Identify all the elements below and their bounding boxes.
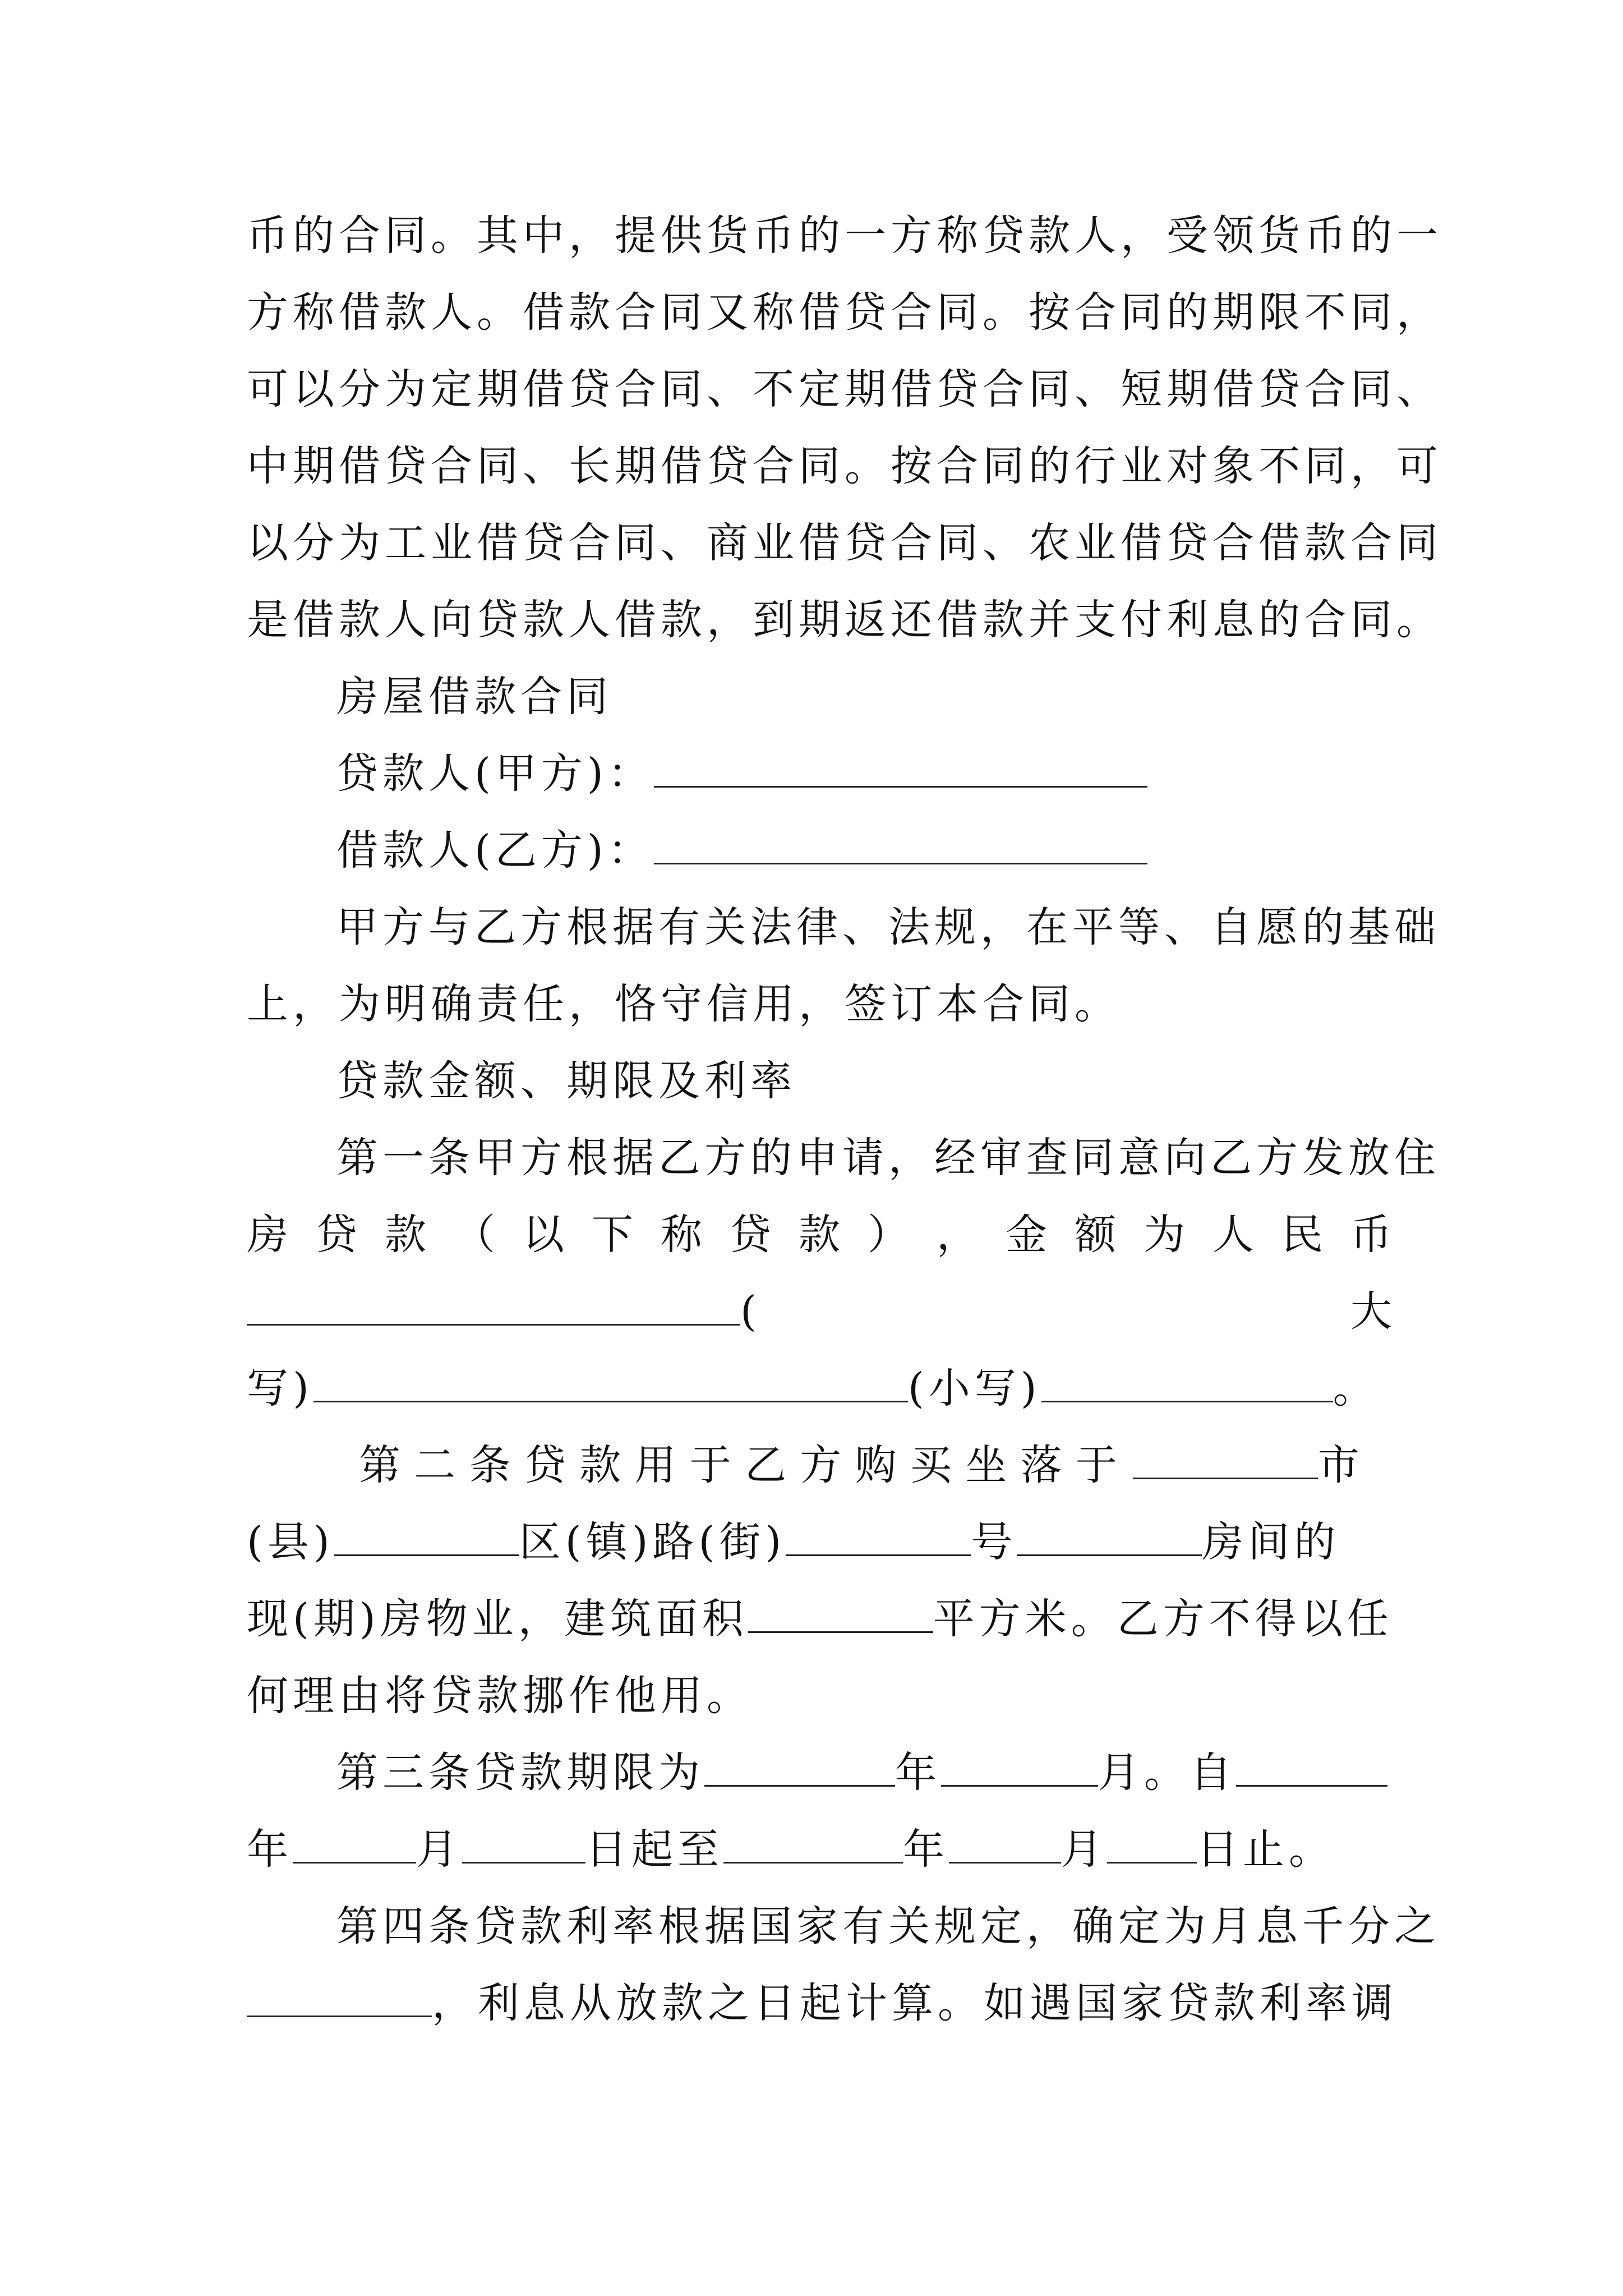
article-2-address-line (247, 1514, 1396, 1570)
spaced-char: 贷 (316, 1211, 362, 1259)
spaced-char: 人 (1212, 1211, 1258, 1259)
spaced-char: （ (454, 1211, 500, 1259)
spaced-char: 款 (385, 1211, 431, 1259)
spaced-char: 买 (910, 1441, 956, 1489)
area-tail: 平方米。乙方不得以任 (933, 1595, 1393, 1643)
area-label: 现(期)房物业，建筑面积 (247, 1595, 748, 1643)
intro-line: 币的合同。其中，提供货币的一方称贷款人，受领货币的一 (247, 211, 1442, 260)
spaced-char: 下 (592, 1211, 638, 1259)
article-2-spaced-line (359, 1437, 1122, 1493)
month-label: 月 (416, 1825, 462, 1874)
spaced-char: 称 (661, 1211, 707, 1259)
period: 。 (1332, 1364, 1379, 1412)
term-years-blank[interactable] (704, 1749, 895, 1787)
number-label: 号 (971, 1518, 1017, 1566)
spaced-char: 用 (634, 1441, 681, 1489)
spaced-char: 于 (1075, 1441, 1122, 1489)
paren-open: ( (740, 1287, 761, 1336)
street-blank[interactable] (786, 1519, 971, 1556)
borrower-blank[interactable] (654, 827, 1147, 864)
intro-line: 以分为工业借贷合同、商业借贷合同、农业借贷合借款合同 (247, 519, 1442, 567)
spaced-char: 二 (414, 1441, 460, 1489)
article-2-city-tail (1133, 1437, 1396, 1493)
month-label: 月 (1061, 1825, 1107, 1874)
xie-close: 写) (247, 1364, 313, 1412)
year-label: 年 (247, 1825, 293, 1874)
article-4-rate-line (247, 1975, 1396, 2031)
section-heading: 贷款金额、期限及利率 (336, 1057, 796, 1105)
article-1-amount-line (247, 1283, 1396, 1340)
article-1-capital-line (247, 1360, 1396, 1416)
spaced-char: 民 (1281, 1211, 1327, 1259)
preamble-line: 上，为明确责任，恪守信用，签订本合同。 (247, 980, 1121, 1028)
article-2-area-line (247, 1591, 1396, 1647)
city-label: 市 (1318, 1441, 1364, 1489)
end-month-blank[interactable] (949, 1826, 1061, 1864)
amount-figure-blank[interactable] (1041, 1365, 1333, 1402)
article-4-line: 第四条贷款利率根据国家有关规定，确定为月息千分之 (336, 1902, 1440, 1950)
county-blank[interactable] (334, 1519, 519, 1556)
article-2-line: 何理由将贷款挪作他用。 (247, 1672, 753, 1720)
spaced-char: 房 (247, 1211, 293, 1259)
rate-blank[interactable] (247, 1980, 432, 2017)
term-months-blank[interactable] (941, 1749, 1098, 1787)
year-label: 年 (895, 1749, 941, 1797)
spaced-char: 于 (689, 1441, 736, 1489)
spaced-char: ， (937, 1211, 983, 1259)
spaced-char: 金 (1006, 1211, 1052, 1259)
da-char: 大 (1350, 1287, 1396, 1336)
term-label: 第三条贷款期限为 (336, 1749, 704, 1797)
lender-label: 贷款人(甲方)： (336, 749, 654, 798)
spaced-char: 以 (523, 1211, 569, 1259)
city-blank[interactable] (1133, 1442, 1318, 1479)
county-label: (县) (247, 1518, 334, 1566)
borrower-row (336, 822, 1396, 878)
spaced-char: 方 (800, 1441, 846, 1489)
spaced-char: 坐 (965, 1441, 1012, 1489)
day-from-label: 日起至 (585, 1825, 723, 1874)
spaced-char: 落 (1020, 1441, 1067, 1489)
month-from-label: 月。自 (1098, 1749, 1236, 1797)
intro-line: 可以分为定期借贷合同、不定期借贷合同、短期借贷合同、 (247, 365, 1442, 413)
intro-line: 方称借款人。借款合同又称借贷合同。按合同的期限不同， (247, 288, 1442, 337)
spaced-char: 款 (579, 1441, 626, 1489)
contract-title: 房屋借款合同 (336, 673, 612, 721)
day-end-label: 日止。 (1197, 1825, 1335, 1874)
spaced-char: 额 (1075, 1211, 1121, 1259)
room-label: 房间的 (1202, 1518, 1340, 1566)
area-blank[interactable] (748, 1595, 933, 1633)
amount-blank[interactable] (247, 1288, 740, 1326)
article-1-spaced-line (247, 1207, 1396, 1263)
lender-row (336, 746, 1396, 802)
spaced-char: 贷 (524, 1441, 570, 1489)
year-label: 年 (903, 1825, 949, 1874)
end-day-blank[interactable] (1107, 1826, 1197, 1864)
rate-tail: ，利息从放款之日起计算。如遇国家贷款利率调 (432, 1979, 1398, 2027)
intro-line: 中期借贷合同、长期借贷合同。按合同的行业对象不同，可 (247, 442, 1442, 490)
district-label: 区(镇)路(街) (519, 1518, 786, 1566)
preamble-line: 甲方与乙方根据有关法律、法规，在平等、自愿的基础 (336, 903, 1440, 951)
start-day-blank[interactable] (462, 1826, 585, 1864)
article-1-line: 第一条甲方根据乙方的申请，经审查同意向乙方发放住 (336, 1134, 1440, 1182)
amount-capital-blank[interactable] (313, 1365, 908, 1402)
room-blank[interactable] (1017, 1519, 1202, 1556)
spaced-char: 乙 (745, 1441, 791, 1489)
start-year-blank[interactable] (1236, 1749, 1387, 1787)
start-month-blank[interactable] (293, 1826, 416, 1864)
spaced-char: 为 (1144, 1211, 1189, 1259)
spaced-char: 贷 (730, 1211, 776, 1259)
article-3-dates-line (247, 1821, 1396, 1878)
borrower-label: 借款人(乙方)： (336, 826, 654, 875)
spaced-char: 款 (799, 1211, 845, 1259)
lender-blank[interactable] (654, 750, 1147, 788)
end-year-blank[interactable] (723, 1826, 903, 1864)
spaced-char: 币 (1350, 1211, 1396, 1259)
spaced-char: ） (868, 1211, 914, 1259)
spaced-char: 购 (855, 1441, 901, 1489)
article-3-line (336, 1745, 1396, 1801)
spaced-char: 条 (469, 1441, 515, 1489)
intro-line: 是借款人向贷款人借款，到期返还借款并支付利息的合同。 (247, 596, 1442, 644)
small-label: (小写) (907, 1364, 1041, 1412)
spaced-char: 第 (359, 1441, 405, 1489)
